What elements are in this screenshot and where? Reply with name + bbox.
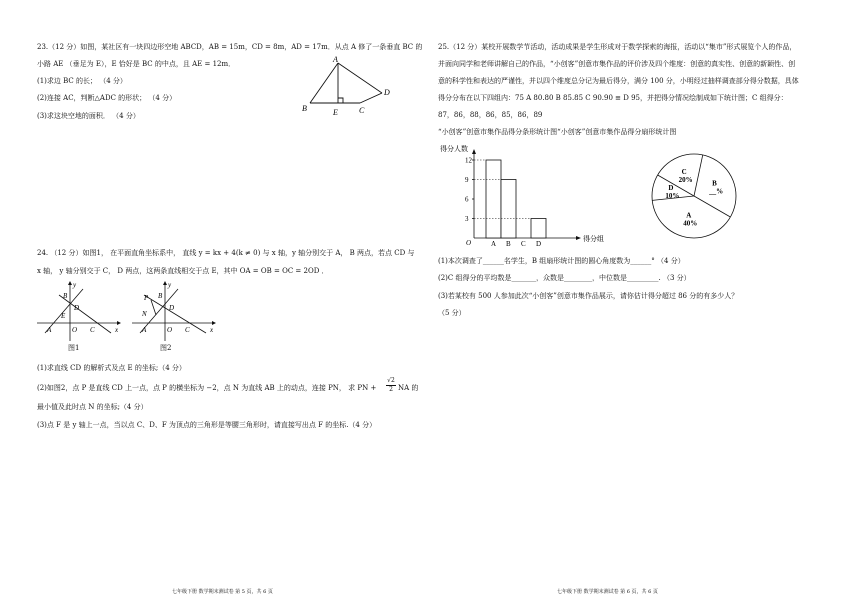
bar-y-tick-label: 6 — [465, 195, 469, 204]
bar-chart-xlabel: 得分组 — [583, 235, 604, 243]
footer-left: 七年级下册 数学期末测试卷 第 5 页，共 6 页 — [172, 589, 273, 595]
footer-right: 七年级下册 数学期末测试卷 第 6 页，共 6 页 — [557, 589, 658, 595]
fig2-label-n: N — [142, 310, 147, 318]
q24-line-1: 24. （12 分）如图1， 在平面直角坐标系中， 直线 y = kx + 4(k ≠ 0) 与 x 轴，y 轴分别交于 A， B 两点，若点 CD 与 — [37, 249, 415, 257]
q23-quadrilateral-figure — [298, 55, 398, 123]
fig2-label-a: A — [142, 326, 147, 334]
q24-sub-3: (3)点 F 是 y 轴上一点，当以点 C、D、F 为顶点的三角形是等腰三角形时，请直接写出点 F 的坐标.（4 分） — [37, 421, 377, 429]
pie-slice-label-A: A — [686, 211, 692, 220]
q25-line-5: 87，86，88，86，85，86，89 — [438, 111, 543, 119]
bar-x-tick-label: A — [491, 240, 497, 248]
q24-sub-2-part-b: NA 的 — [398, 384, 419, 392]
q25-sub-2: (2)C 组得分的平均数是_______，众数是________，中位数是_________. （3 分） — [438, 274, 691, 282]
pie-chart — [648, 146, 744, 250]
bar-y-tick-label: 12 — [465, 156, 472, 165]
fig2-label-c: C — [185, 326, 190, 334]
pie-slice-label-B: B — [712, 179, 717, 188]
q25-charts-title: “小创客”创意市集作品得分条形统计图“小创客”创意市集作品得分扇形统计图 — [438, 128, 677, 136]
fig1-label-a: A — [47, 326, 52, 334]
pie-slice-value-D: 10% — [665, 192, 680, 201]
q23-sub-2: (2)连接 AC，判断△ADC 的形状； （4 分） — [37, 94, 177, 102]
q24-fraction-denominator: 2 — [389, 386, 393, 393]
q24-fraction-numerator: √2 — [387, 377, 395, 384]
fig2-label-d: D — [169, 304, 175, 312]
q25-line-4: 得分分布在以下四组内：75 A 80.80 B 85.85 C 90.90 ≡ D 95，并把得分情况绘制成如下统计图；C 组得分： — [438, 94, 788, 102]
bar-chart-origin: O — [466, 239, 472, 247]
fig2-label-x: x — [210, 326, 214, 334]
q23-fig-label-a: A — [333, 55, 338, 64]
q23-sub-1: (1)求边 BC 的长； （4 分） — [37, 77, 127, 85]
fig2-label-b: B — [158, 292, 163, 300]
q23-fig-label-d: D — [384, 88, 390, 97]
bar-x-tick-label: C — [521, 240, 526, 248]
q25-sub-3: (3)若某校有 500 人参加此次“小创客”创意市集作品展示，请你估计得分超过 86 分的有多少人？ — [438, 292, 739, 300]
q23-fig-label-e: E — [333, 108, 338, 117]
fig2-label-y: y — [168, 281, 172, 289]
q24-line-2: x 轴， y 轴分别交于 C， D 两点，这两条直线相交于点 E，其中 OA = OB = OC = 2OD ． — [37, 267, 329, 275]
fig1-label-b: B — [63, 292, 68, 300]
fig1-caption: 图1 — [68, 344, 80, 352]
q25-line-2: 并面向同学和老师讲解自己的作品，“小创客”创意市集作品的评价涉及四个维度：创意的真实性、创意的新颖性、创 — [438, 60, 796, 68]
bar-B — [501, 180, 516, 239]
bar-D — [531, 219, 546, 239]
bar-x-tick-label: D — [536, 240, 542, 248]
pie-slice-value-B: __% — [709, 187, 724, 196]
q23-line-1: 23.（12 分）如图，某社区有一块四边形空地 ABCD，AB = 15m，CD = 8m，AD = 17m．从点 A 修了一条垂直 BC 的 — [37, 43, 423, 51]
fig1-label-x: x — [115, 326, 119, 334]
q24-figure-2 — [130, 281, 218, 343]
pie-slice-label-D: D — [668, 184, 674, 193]
q24-sub-2-part-a: (2)如图2，点 P 是直线 CD 上一点，点 P 的横坐标为 −2，点 N 为直线 AB 上的动点，连接 PN， 求 PN + — [37, 384, 377, 392]
pie-slice-value-A: 40% — [683, 219, 698, 228]
q23-sub-3: (3)求这块空地的面积． （4 分） — [37, 112, 140, 120]
q24-sub-1: (1)求直线 CD 的解析式及点 E 的坐标;（4 分） — [37, 364, 186, 372]
bar-x-tick-label: B — [506, 240, 511, 248]
bar-A — [486, 160, 501, 238]
q23-fig-label-b: B — [302, 104, 307, 113]
fig2-label-o: O — [167, 326, 173, 334]
q25-sub-1: (1)本次调查了______名学生，B 组扇形统计图的圆心角度数为______° （4 分） — [438, 257, 685, 265]
fig1-label-d: D — [74, 304, 80, 312]
fig2-label-p: P — [144, 294, 149, 302]
fig2-caption: 图2 — [160, 344, 172, 352]
q23-fig-label-c: C — [359, 106, 365, 115]
fig1-label-y: y — [73, 281, 77, 289]
q24-figure-1 — [35, 281, 123, 343]
fig1-label-c: C — [90, 326, 95, 334]
q25-line-1: 25.（12 分）某校开展数学节活动，活动成果是学生形成对于数学探索的海报，活动以“集市”形式展览个人的作品， — [438, 43, 797, 51]
bar-y-tick-label: 9 — [465, 176, 469, 184]
bar-y-tick-label: 3 — [465, 215, 469, 223]
bar-chart — [436, 142, 626, 250]
q25-line-3: 意的科学性和表达的严谨性，并以四个维度总分记为最后得分，满分 100 分，小明经过抽样调查部分得分数据，具体 — [438, 77, 799, 85]
pie-slice-value-C: 20% — [678, 175, 693, 184]
bar-chart-ylabel: 得分人数 — [440, 145, 468, 153]
fig1-label-o: O — [72, 326, 78, 334]
q24-sub-2-part-c: 最小值及此时点 N 的坐标;（4 分） — [37, 403, 148, 411]
q25-sub-3-score: （5 分） — [438, 309, 466, 317]
pie-slice-label-C: C — [681, 167, 687, 176]
q23-line-2: 小路 AE （垂足为 E），E 恰好是 BC 的中点，且 AE = 12m． — [37, 60, 236, 68]
fig1-label-e: E — [61, 312, 66, 320]
